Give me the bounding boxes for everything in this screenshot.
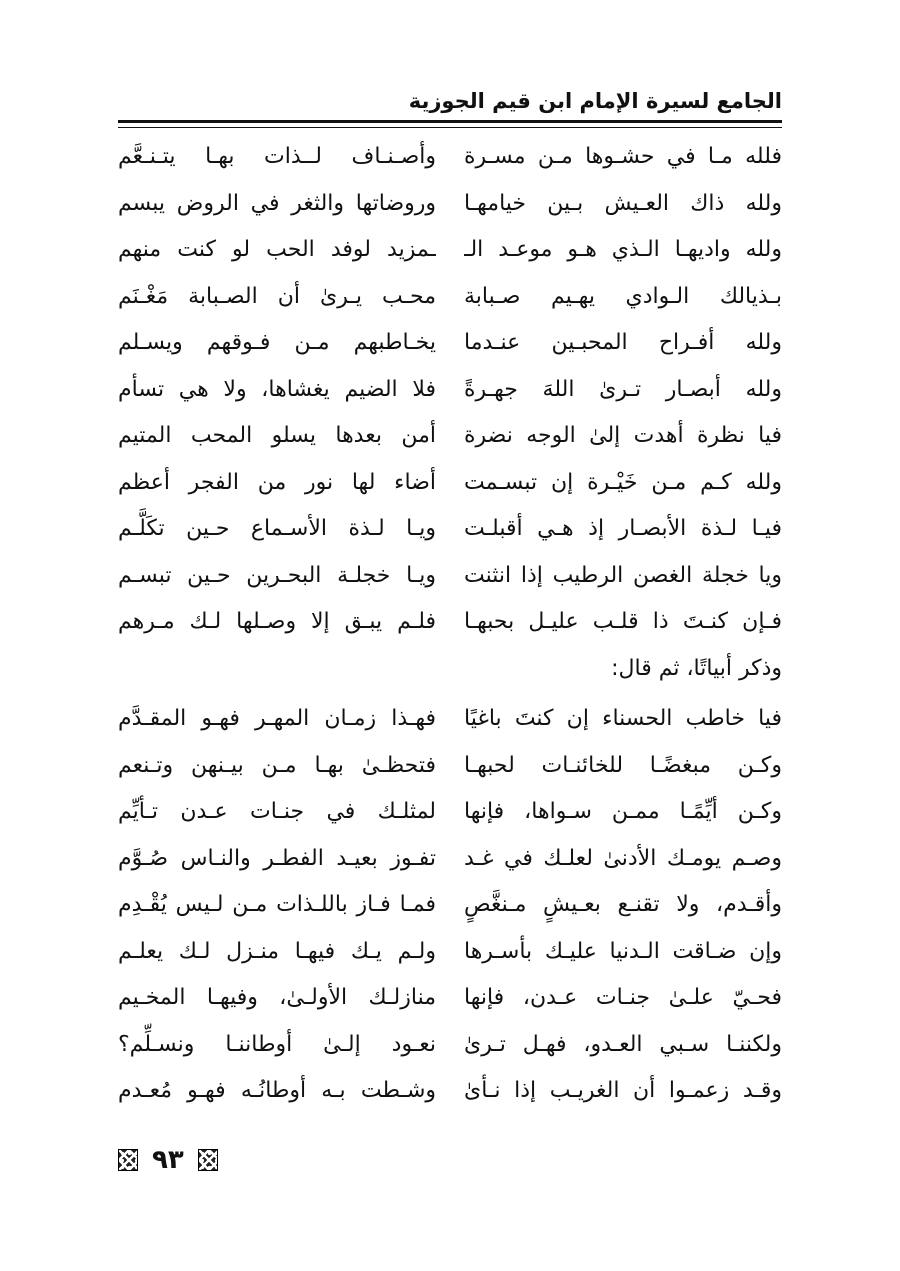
verse-first-hemistich: فـإن كنـتَ ذا قلـب عليـل بحبهـا	[464, 609, 782, 634]
verse-first-hemistich: فيا نظرة أهدت إلىٰ الوجه نضرة	[464, 423, 782, 448]
page-number: ٩٣	[152, 1145, 184, 1175]
page-footer	[118, 1146, 238, 1174]
verse-first-hemistich: ولكننـا سـبي العـدو، فهـل تـرىٰ	[464, 1031, 782, 1057]
verse-second-hemistich: يخـاطبهم مـن فـوقهم ويسـلم	[118, 330, 436, 355]
verse-row	[118, 274, 782, 321]
verse-row	[118, 553, 782, 600]
verse-row	[118, 882, 782, 929]
verse-first-hemistich: ولله كـم مـن خَيْـرة إن تبسـمت	[464, 469, 782, 495]
verse-first-hemistich: ويا خجلة الغصن الرطيب إذا انثنت	[464, 562, 782, 588]
verse-first-hemistich: فيـا لـذة الأبصـار إذ هـي أقبلـت	[464, 516, 782, 541]
verse-row	[118, 836, 782, 883]
verse-second-hemistich: ولـم يـك فيهـا منـزل لـك يعلـم	[118, 938, 436, 964]
verse-second-hemistich: فهـذا زمـان المهـر فهـو المقـدَّم	[118, 706, 436, 731]
verse-first-hemistich: وإن ضـاقت الـدنيا عليـك بأسـرها	[464, 938, 782, 964]
verse-second-hemistich: فتحظـىٰ بهـا مـن بيـنهن وتـنعم	[118, 752, 436, 778]
verse-second-hemistich: منازلـك الأولـىٰ، وفيهـا المخـيم	[118, 985, 436, 1010]
verse-second-hemistich: ـمزيد لوفد الحب لو كنت منهم	[118, 237, 436, 262]
verse-second-hemistich: أمن بعدها يسلو المحب المتيم	[118, 423, 436, 448]
verse-first-hemistich: ولله ذاك العـيش بـين خيامهـا	[464, 190, 782, 216]
ornament-square-icon	[118, 1149, 138, 1171]
verse-row	[118, 789, 782, 836]
verse-row	[118, 134, 782, 181]
verse-second-hemistich: تفـوز بعيـد الفطـر والنـاس صُـوَّم	[118, 845, 436, 871]
verse-second-hemistich: أضاء لها نور من الفجر أعظم	[118, 469, 436, 495]
verse-row	[118, 460, 782, 507]
verse-row	[118, 599, 782, 646]
verse-first-hemistich: وقـد زعمـوا أن الغريـب إذا نـأىٰ	[464, 1078, 782, 1103]
verse-second-hemistich: وشـطت بـه أوطانُـه فهـو مُعـدم	[118, 1078, 436, 1103]
transition-text: وذكر أبياتًا، ثم قال:	[611, 656, 782, 681]
verse-second-hemistich: فلا الضيم يغشاها، ولا هي تسأم	[118, 376, 436, 402]
poem-block-1	[118, 134, 782, 646]
verse-first-hemistich: ولله واديهـا الـذي هـو موعـد الـ	[464, 237, 782, 262]
verse-row	[118, 1022, 782, 1069]
verse-first-hemistich: فيا خاطب الحسناء إن كنتَ باغيًا	[464, 706, 782, 731]
verse-second-hemistich: ويـا خجلـة البحـرين حـين تبسـم	[118, 562, 436, 588]
verse-first-hemistich: وأقـدم، ولا تقنـع بعـيشٍ مـنغَّصٍ	[464, 892, 782, 917]
verse-first-hemistich: فلله مـا في حشـوها مـن مسـرة	[464, 144, 782, 169]
verse-second-hemistich: لمثلـك في جنـات عـدن تـأيِّم	[118, 799, 436, 824]
verse-first-hemistich: ولله أفـراح المحبـين عنـدما	[464, 330, 782, 355]
ornament-square-icon	[198, 1149, 218, 1171]
verse-first-hemistich: وكـن مبغضًـا للخائنـات لحبهـا	[464, 752, 782, 778]
verse-second-hemistich: وأصـنـاف لــذات بهـا يتـنـعَّم	[118, 144, 436, 169]
verse-second-hemistich: نعـود إلـىٰ أوطاننـا ونسـلِّم؟	[118, 1031, 436, 1057]
header-rule-thin	[118, 127, 782, 128]
verse-row	[118, 929, 782, 976]
verse-second-hemistich: فلـم يبـق إلا وصـلها لـك مـرهم	[118, 609, 436, 634]
header-rule-thick	[118, 120, 782, 123]
verse-second-hemistich: فمـا فـاز باللـذات مـن لـيس يُقْـدِم	[118, 892, 436, 917]
verse-row	[118, 413, 782, 460]
verse-row	[118, 320, 782, 367]
verse-row	[118, 367, 782, 414]
verse-row	[118, 1068, 782, 1115]
verse-second-hemistich: محـب يـرىٰ أن الصـبابة مَغْـنَم	[118, 283, 436, 309]
verse-second-hemistich: ويـا لـذة الأسـماع حـين تكَلَّـم	[118, 516, 436, 541]
verse-second-hemistich: وروضاتها والثغر في الروض يبسم	[118, 190, 436, 216]
poem-block-2	[118, 696, 782, 1115]
verse-first-hemistich: وكـن أيِّمًـا ممـن سـواها، فإنها	[464, 799, 782, 824]
verse-first-hemistich: وصـم يومـك الأدنىٰ لعلـك في غـد	[464, 845, 782, 871]
verse-row	[118, 696, 782, 743]
verse-row	[118, 743, 782, 790]
verse-first-hemistich: ولله أبصـار تـرىٰ اللهَ جهـرةً	[464, 376, 782, 402]
verse-row	[118, 975, 782, 1022]
running-header-title: الجامع لسيرة الإمام ابن قيم الجوزية	[408, 89, 782, 113]
verse-row	[118, 227, 782, 274]
verse-row	[118, 181, 782, 228]
verse-first-hemistich: فحـيّ علـىٰ جنـات عـدن، فإنها	[464, 985, 782, 1010]
verse-row	[118, 506, 782, 553]
verse-first-hemistich: بـذيالك الـوادي يهـيم صـبابة	[464, 283, 782, 309]
